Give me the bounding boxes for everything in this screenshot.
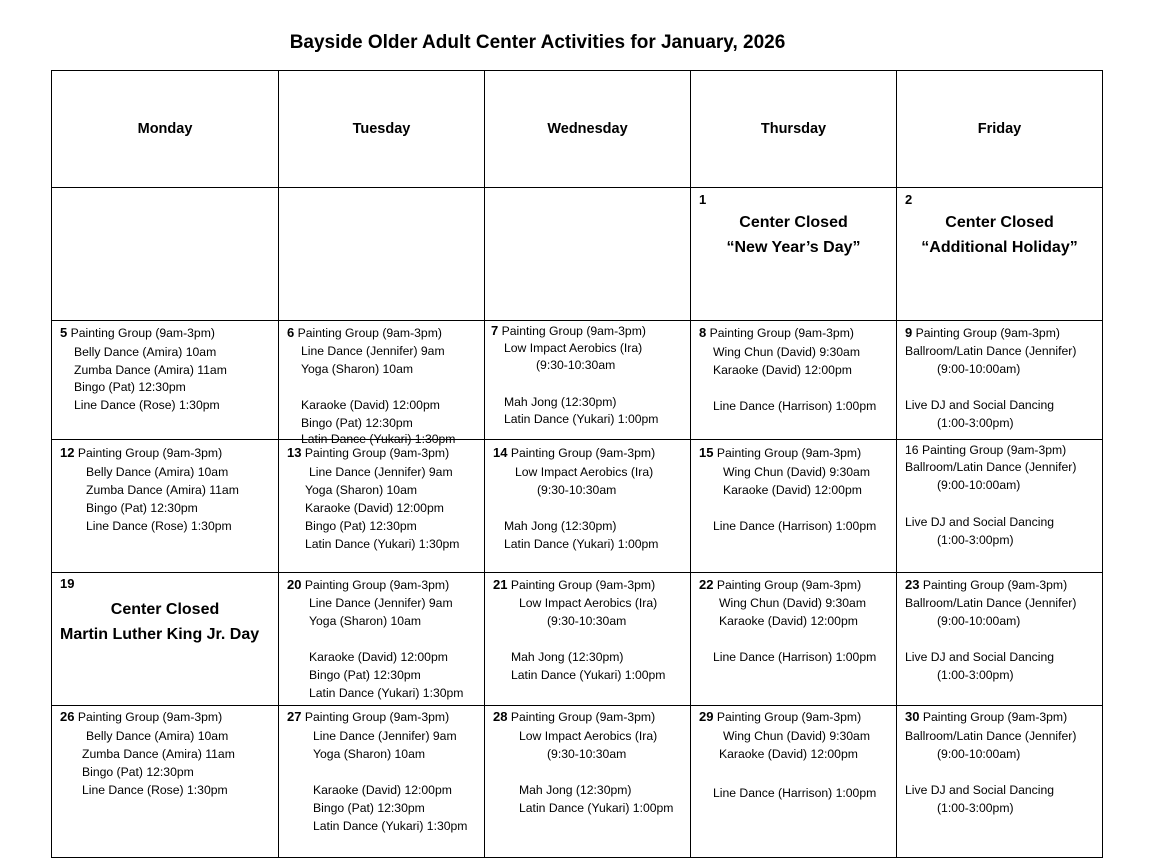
day-number: 28 [493, 709, 508, 724]
activity-line: Zumba Dance (Amira) 11am [82, 747, 235, 761]
day-cell [897, 706, 1103, 858]
activity-line: Belly Dance (Amira) 10am [74, 345, 217, 359]
day-number: 19 [60, 576, 75, 591]
week-row [52, 706, 1103, 858]
activity-line: Yoga (Sharon) 10am [301, 362, 414, 376]
activity-line: (1:00-3:00pm) [937, 801, 1014, 815]
day-number: 15 [699, 445, 714, 460]
activity-line: Line Dance (Harrison) 1:00pm [713, 786, 877, 800]
day-cell [691, 573, 897, 706]
activity-line: Yoga (Sharon) 10am [313, 747, 426, 761]
activity-line: 22 Painting Group (9am-3pm) [699, 577, 862, 592]
activity-line: Belly Dance (Amira) 10am [86, 465, 229, 479]
activity-line: Bingo (Pat) 12:30pm [305, 519, 417, 533]
closed-label: Center Closed [945, 214, 1054, 231]
activity-line: Wing Chun (David) 9:30am [719, 596, 866, 610]
activity-line: Zumba Dance (Amira) 11am [74, 363, 227, 377]
activity-line: 6 Painting Group (9am-3pm) [287, 325, 442, 340]
activity-line: Wing Chun (David) 9:30am [713, 345, 860, 359]
day-number: 20 [287, 577, 302, 592]
day-cell-empty [279, 188, 485, 321]
activity-line: Karaoke (David) 12:00pm [309, 650, 448, 664]
day-number: 27 [287, 709, 302, 724]
day-number: 7 [491, 323, 499, 338]
activity-line: Karaoke (David) 12:00pm [719, 614, 858, 628]
day-cell-empty [485, 188, 691, 321]
week-row [52, 573, 1103, 706]
header-friday: Friday [897, 71, 1103, 188]
activity-line: Karaoke (David) 12:00pm [713, 363, 852, 377]
day-cell [485, 440, 691, 573]
day-cell [52, 321, 279, 440]
activity-line: 13 Painting Group (9am-3pm) [287, 445, 450, 460]
activity-line: 8 Painting Group (9am-3pm) [699, 325, 854, 340]
day-number: 21 [493, 577, 508, 592]
activity-line: Line Dance (Jennifer) 9am [309, 465, 453, 479]
activity-line: Line Dance (Jennifer) 9am [301, 344, 445, 358]
week-row [52, 188, 1103, 321]
header-thursday: Thursday [691, 71, 897, 188]
activity-line: Line Dance (Rose) 1:30pm [74, 398, 220, 412]
day-cell [691, 321, 897, 440]
activity-line: Karaoke (David) 12:00pm [301, 398, 440, 412]
day-number: 29 [699, 709, 714, 724]
page-title: Bayside Older Adult Center Activities for January, 2026 [289, 32, 786, 53]
activity-line: Bingo (Pat) 12:30pm [301, 416, 413, 430]
day-number: 23 [905, 577, 920, 592]
activity-line: 15 Painting Group (9am-3pm) [699, 445, 862, 460]
activity-line: 12 Painting Group (9am-3pm) [60, 445, 223, 460]
activity-line: Mah Jong (12:30pm) [504, 395, 617, 409]
activity-line: Bingo (Pat) 12:30pm [86, 501, 198, 515]
activity-line: Latin Dance (Yukari) 1:00pm [519, 801, 674, 815]
activity-line: Line Dance (Harrison) 1:00pm [713, 650, 877, 664]
day-number: 12 [60, 445, 75, 460]
activity-line: (9:30-10:30am [547, 747, 627, 761]
activity-line: Low Impact Aerobics (Ira) [515, 465, 654, 479]
header-tuesday: Tuesday [279, 71, 485, 188]
day-cell [279, 573, 485, 706]
day-cell [897, 440, 1103, 573]
activity-line: Ballroom/Latin Dance (Jennifer) [905, 344, 1077, 358]
activity-line: (9:00-10:00am) [937, 362, 1021, 376]
day-cell [897, 188, 1103, 321]
activity-line: 28 Painting Group (9am-3pm) [493, 709, 656, 724]
header-wednesday: Wednesday [485, 71, 691, 188]
activity-line: Mah Jong (12:30pm) [504, 519, 617, 533]
activity-line: 30 Painting Group (9am-3pm) [905, 709, 1068, 724]
activity-line: Live DJ and Social Dancing [905, 783, 1055, 797]
activity-line: Zumba Dance (Amira) 11am [86, 483, 239, 497]
holiday-name: Martin Luther King Jr. Day [60, 626, 260, 643]
closed-label: Center Closed [739, 214, 848, 231]
activity-line: Belly Dance (Amira) 10am [86, 729, 229, 743]
day-number: 26 [60, 709, 75, 724]
activity-line: Ballroom/Latin Dance (Jennifer) [905, 729, 1077, 743]
day-cell [691, 706, 897, 858]
day-number: 1 [699, 192, 707, 207]
day-number: 9 [905, 325, 913, 340]
activity-line: 16 Painting Group (9am-3pm) [905, 443, 1067, 457]
activity-line: Bingo (Pat) 12:30pm [82, 765, 194, 779]
activity-line: Wing Chun (David) 9:30am [723, 465, 870, 479]
activity-line: Line Dance (Harrison) 1:00pm [713, 399, 877, 413]
day-number: 6 [287, 325, 295, 340]
day-cell [279, 440, 485, 573]
activity-line: (9:30-10:30am [536, 358, 616, 372]
day-number: 14 [493, 445, 508, 460]
activity-line: (9:00-10:00am) [937, 747, 1021, 761]
activity-line: Line Dance (Harrison) 1:00pm [713, 519, 877, 533]
day-cell [52, 440, 279, 573]
activity-line: (9:30-10:30am [537, 483, 617, 497]
activity-line: Latin Dance (Yukari) 1:30pm [305, 537, 460, 551]
activity-line: Bingo (Pat) 12:30pm [74, 380, 186, 394]
activity-line: Latin Dance (Yukari) 1:30pm [301, 432, 456, 446]
day-number: 22 [699, 577, 714, 592]
activity-line: Low Impact Aerobics (Ira) [519, 596, 658, 610]
calendar-table [51, 70, 1103, 858]
activity-line: Live DJ and Social Dancing [905, 650, 1055, 664]
activity-line: 5 Painting Group (9am-3pm) [60, 325, 215, 340]
day-cell [485, 706, 691, 858]
activity-line: Karaoke (David) 12:00pm [313, 783, 452, 797]
activity-line: Line Dance (Jennifer) 9am [313, 729, 457, 743]
activity-line: Line Dance (Rose) 1:30pm [86, 519, 232, 533]
activity-line: Latin Dance (Yukari) 1:00pm [511, 668, 666, 682]
activity-line: Karaoke (David) 12:00pm [305, 501, 444, 515]
activity-line: Yoga (Sharon) 10am [309, 614, 422, 628]
closed-label: Center Closed [110, 601, 220, 618]
week-row [52, 440, 1103, 573]
activity-line: Yoga (Sharon) 10am [305, 483, 418, 497]
day-cell [485, 321, 691, 440]
activity-line: 9 Painting Group (9am-3pm) [905, 325, 1060, 340]
activity-line: (9:30-10:30am [547, 614, 627, 628]
activity-line: Live DJ and Social Dancing [905, 398, 1055, 412]
day-cell [897, 321, 1103, 440]
activity-line: Latin Dance (Yukari) 1:00pm [504, 412, 659, 426]
day-number: 5 [60, 325, 68, 340]
activity-line: Mah Jong (12:30pm) [519, 783, 632, 797]
activity-line: (9:00-10:00am) [937, 478, 1021, 492]
day-cell [485, 573, 691, 706]
activity-line: Ballroom/Latin Dance (Jennifer) [905, 596, 1077, 610]
day-number: 13 [287, 445, 302, 460]
activity-line: Karaoke (David) 12:00pm [719, 747, 858, 761]
day-cell [52, 573, 279, 706]
activity-line: Latin Dance (Yukari) 1:00pm [504, 537, 659, 551]
activity-line: 23 Painting Group (9am-3pm) [905, 577, 1068, 592]
activity-line: 27 Painting Group (9am-3pm) [287, 709, 450, 724]
day-number: 2 [905, 192, 913, 207]
activity-line: Bingo (Pat) 12:30pm [309, 668, 421, 682]
day-cell [279, 706, 485, 858]
activity-line: 14 Painting Group (9am-3pm) [493, 445, 656, 460]
day-cell [691, 188, 897, 321]
activity-line: Wing Chun (David) 9:30am [723, 729, 870, 743]
day-cell [691, 440, 897, 573]
activity-line: Live DJ and Social Dancing [905, 515, 1055, 529]
day-cell [279, 321, 485, 446]
activity-line: Line Dance (Rose) 1:30pm [82, 783, 228, 797]
week-row [52, 321, 1103, 440]
activity-line: Line Dance (Jennifer) 9am [309, 596, 453, 610]
activity-line: (1:00-3:00pm) [937, 416, 1014, 430]
activity-line: 21 Painting Group (9am-3pm) [493, 577, 656, 592]
activity-line: Ballroom/Latin Dance (Jennifer) [905, 460, 1077, 474]
activity-line: 7 Painting Group (9am-3pm) [491, 323, 646, 338]
holiday-name: “New Year’s Day” [726, 239, 861, 256]
activity-line: Mah Jong (12:30pm) [511, 650, 624, 664]
activity-line: Latin Dance (Yukari) 1:30pm [309, 686, 464, 700]
activity-line: 26 Painting Group (9am-3pm) [60, 709, 223, 724]
activity-line: Karaoke (David) 12:00pm [723, 483, 862, 497]
header-row [52, 71, 1103, 188]
activity-line: (9:00-10:00am) [937, 614, 1021, 628]
day-cell-empty [52, 188, 279, 321]
activity-line: (1:00-3:00pm) [937, 533, 1014, 547]
day-number: 30 [905, 709, 920, 724]
activity-line: Low Impact Aerobics (Ira) [519, 729, 658, 743]
day-cell [897, 573, 1103, 706]
holiday-name: “Additional Holiday” [921, 239, 1078, 256]
activity-line: 29 Painting Group (9am-3pm) [699, 709, 862, 724]
activity-line: Low Impact Aerobics (Ira) [504, 341, 643, 355]
activity-line: Latin Dance (Yukari) 1:30pm [313, 819, 468, 833]
day-cell [52, 706, 279, 858]
day-number: 8 [699, 325, 707, 340]
activity-line: (1:00-3:00pm) [937, 668, 1014, 682]
activity-line: 20 Painting Group (9am-3pm) [287, 577, 450, 592]
activity-line: Bingo (Pat) 12:30pm [313, 801, 425, 815]
header-monday: Monday [52, 71, 279, 188]
